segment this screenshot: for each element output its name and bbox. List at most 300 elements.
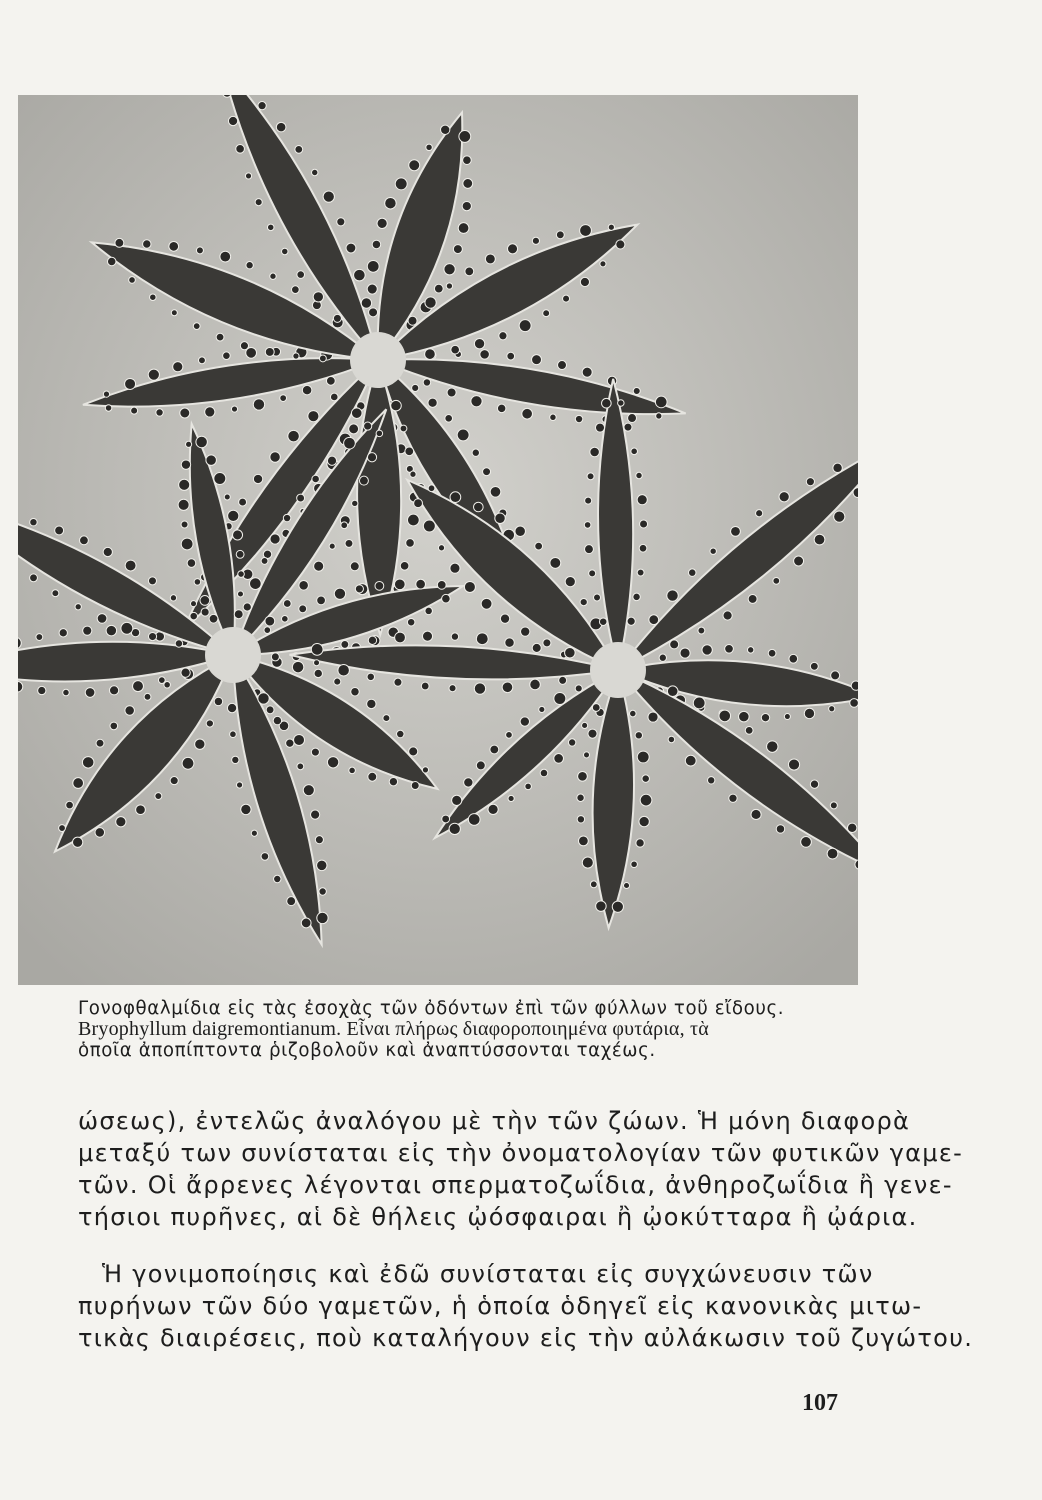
plantlet-shape bbox=[585, 497, 592, 504]
plantlet-shape bbox=[468, 814, 480, 826]
plantlet-shape bbox=[276, 122, 286, 132]
plantlet-shape bbox=[543, 310, 550, 317]
plantlet-shape bbox=[283, 514, 290, 521]
plantlet-shape bbox=[649, 615, 659, 625]
plantlet-shape bbox=[206, 455, 217, 466]
plantlet-shape bbox=[73, 837, 83, 847]
plantlet-shape bbox=[264, 627, 271, 634]
plantlet-shape bbox=[789, 654, 798, 663]
plantlet-shape bbox=[563, 295, 570, 302]
plantlet-shape bbox=[181, 460, 190, 469]
plantlet-shape bbox=[270, 273, 276, 279]
plantlet-shape bbox=[462, 201, 471, 210]
plantlet-shape bbox=[465, 267, 474, 276]
plantlet-shape bbox=[355, 585, 363, 593]
plantlet-shape bbox=[246, 262, 253, 269]
plantlet-shape bbox=[241, 804, 251, 814]
plantlet-shape bbox=[274, 875, 281, 882]
plantlet-shape bbox=[187, 559, 196, 568]
rosette-center bbox=[350, 332, 406, 388]
plantlet-shape bbox=[428, 485, 435, 492]
plantlet-shape bbox=[507, 352, 515, 360]
plantlet-shape bbox=[341, 640, 349, 648]
plantlet-shape bbox=[463, 179, 473, 189]
plantlet-shape bbox=[234, 610, 243, 619]
plantlet-shape bbox=[584, 522, 591, 529]
plantlet-shape bbox=[175, 640, 182, 647]
plantlet-shape bbox=[258, 693, 269, 704]
plantlet-shape bbox=[474, 502, 484, 512]
plantlet-shape bbox=[397, 730, 405, 738]
plantlet-shape bbox=[266, 706, 274, 714]
plantlet-shape bbox=[522, 408, 533, 419]
plantlet-shape bbox=[261, 557, 268, 564]
plantlet-shape bbox=[228, 510, 239, 521]
plantlet-shape bbox=[642, 775, 649, 782]
plantlet-shape bbox=[125, 560, 136, 571]
plantlet-shape bbox=[425, 607, 433, 615]
plantlet-shape bbox=[474, 683, 485, 694]
plantlet-shape bbox=[376, 430, 383, 437]
plantlet-shape bbox=[327, 456, 336, 465]
plantlet-shape bbox=[346, 243, 356, 253]
plantlet-shape bbox=[350, 562, 359, 571]
plantlet-shape bbox=[490, 487, 501, 498]
plantlet-shape bbox=[640, 520, 648, 528]
plantlet-shape bbox=[361, 298, 371, 308]
plantlet-shape bbox=[600, 261, 606, 267]
plantlet-shape bbox=[847, 823, 856, 832]
plantlet-shape bbox=[577, 794, 584, 801]
plantlet-shape bbox=[745, 726, 753, 734]
plantlet-shape bbox=[773, 577, 780, 584]
plantlet-shape bbox=[550, 557, 561, 568]
plantlet-shape bbox=[73, 778, 84, 789]
plantlet-shape bbox=[565, 647, 576, 658]
plantlet-shape bbox=[292, 286, 300, 294]
caption-line: Bryophyllum daigremontianum. Εἶναι πλήρως διαφοροποιημένα φυτάρια, τὰ bbox=[78, 1018, 709, 1040]
plantlet-shape bbox=[110, 686, 119, 695]
plantlet-shape bbox=[179, 479, 190, 490]
plantlet-shape bbox=[508, 795, 514, 801]
plantlet-shape bbox=[689, 569, 696, 576]
plantlet-shape bbox=[314, 561, 324, 571]
plantlet-shape bbox=[133, 681, 144, 692]
plantlet-shape bbox=[633, 593, 640, 600]
plantlet-shape bbox=[303, 785, 314, 796]
plantlet-shape bbox=[453, 245, 462, 254]
plantlet-shape bbox=[288, 430, 300, 442]
plantlet-shape bbox=[131, 407, 138, 414]
plantlet-shape bbox=[637, 751, 649, 763]
plantlet-shape bbox=[338, 664, 350, 676]
plantlet-shape bbox=[481, 598, 492, 609]
plantlet-shape bbox=[594, 594, 601, 601]
figure-caption bbox=[78, 998, 878, 1061]
plantlet-shape bbox=[685, 755, 696, 766]
plantlet-shape bbox=[434, 284, 443, 293]
plantlet-shape bbox=[829, 706, 835, 712]
plantlet-shape bbox=[739, 711, 750, 722]
plantlet-shape bbox=[578, 836, 588, 846]
plantlet-shape bbox=[723, 611, 732, 620]
plantlet-shape bbox=[438, 545, 444, 551]
plantlet-shape bbox=[383, 715, 390, 722]
plantlet-shape bbox=[412, 384, 419, 391]
plantlet-shape bbox=[308, 411, 319, 422]
plantlet-shape bbox=[255, 199, 262, 206]
plantlet-shape bbox=[588, 729, 597, 738]
plantlet-shape bbox=[521, 627, 530, 636]
plantlet-shape bbox=[725, 644, 734, 653]
plantlet-shape bbox=[238, 571, 245, 578]
plantlet-shape bbox=[181, 668, 190, 677]
plantlet-shape bbox=[59, 629, 67, 637]
plantlet-shape bbox=[136, 805, 146, 815]
plantlet-shape bbox=[359, 476, 368, 485]
plantlet-shape bbox=[667, 686, 678, 697]
plantlet-shape bbox=[596, 901, 606, 911]
plantlet-shape bbox=[312, 475, 320, 483]
plantlet-shape bbox=[623, 882, 629, 888]
plantlet-shape bbox=[115, 238, 124, 247]
plantlet-shape bbox=[377, 218, 387, 228]
plantlet-shape bbox=[334, 678, 341, 685]
plantlet-shape bbox=[768, 649, 776, 657]
plantlet-shape bbox=[437, 580, 446, 589]
plantlet-shape bbox=[559, 676, 567, 684]
plantlet-shape bbox=[407, 514, 419, 526]
plantlet-shape bbox=[228, 116, 237, 125]
plantlet-shape bbox=[423, 520, 435, 532]
plantlet-shape bbox=[206, 720, 213, 727]
plantlet-shape bbox=[333, 314, 341, 322]
plantlet-shape bbox=[395, 178, 407, 190]
plantlet-shape bbox=[444, 264, 455, 275]
plantlet-shape bbox=[214, 472, 226, 484]
plantlet-shape bbox=[633, 387, 640, 394]
plantlet-shape bbox=[637, 569, 644, 576]
plantlet-shape bbox=[394, 678, 402, 686]
plantlet-shape bbox=[624, 423, 632, 431]
plantlet-shape bbox=[580, 598, 587, 605]
plantlet-shape bbox=[55, 526, 64, 535]
plantlet-shape bbox=[810, 662, 818, 670]
plantlet-shape bbox=[667, 590, 678, 601]
plantlet-shape bbox=[471, 396, 482, 407]
plantlet-shape bbox=[170, 777, 178, 785]
plantlet-shape bbox=[173, 362, 183, 372]
plantlet-shape bbox=[178, 499, 189, 510]
plantlet-shape bbox=[271, 653, 279, 661]
plantlet-shape bbox=[630, 710, 637, 717]
plantlet-shape bbox=[463, 156, 472, 165]
plantlet-shape bbox=[394, 579, 405, 590]
plantlet-shape bbox=[302, 385, 312, 395]
plantlet-shape bbox=[220, 251, 231, 262]
plantlet-shape bbox=[283, 600, 291, 608]
paragraph-line: Ἡ γονιμοποίησις καὶ ἐδῶ συνίσταται εἰς συγχώνευσιν τῶν bbox=[102, 1260, 874, 1288]
plantlet-shape bbox=[345, 539, 353, 547]
plantlet-shape bbox=[731, 526, 741, 536]
plantlet-shape bbox=[639, 544, 647, 552]
plantlet-shape bbox=[450, 492, 461, 503]
plantlet-shape bbox=[631, 448, 638, 455]
plantlet-shape bbox=[158, 677, 165, 684]
plantlet-shape bbox=[628, 414, 637, 423]
plantlet-shape bbox=[631, 861, 638, 868]
plantlet-shape bbox=[608, 224, 614, 230]
plantlet-shape bbox=[748, 595, 757, 604]
plantlet-shape bbox=[580, 277, 589, 286]
plantlet-shape bbox=[125, 706, 135, 716]
plantlet-shape bbox=[779, 492, 789, 502]
plantlet-shape bbox=[599, 618, 607, 626]
rosette-center bbox=[590, 642, 646, 698]
plantlet-shape bbox=[352, 500, 358, 506]
plantlet-shape bbox=[214, 697, 222, 705]
plantlet-shape bbox=[761, 713, 769, 721]
plantlet-shape bbox=[95, 828, 105, 838]
plantlet-shape bbox=[451, 633, 458, 640]
plantlet-shape bbox=[794, 556, 804, 566]
plantlet-shape bbox=[408, 316, 417, 325]
plantlet-shape bbox=[488, 804, 498, 814]
plantlet-shape bbox=[575, 685, 582, 692]
paragraph-line: τήσιοι πυρῆνες, αἱ δὲ θήλεις ᾠόσφαιραι ἢ ᾠοκύτταρα ἢ ᾠάρια. bbox=[78, 1203, 918, 1231]
plantlet-shape bbox=[788, 759, 799, 770]
plantlet-shape bbox=[280, 395, 287, 402]
plantlet-shape bbox=[592, 704, 600, 712]
plantlet-shape bbox=[337, 218, 345, 226]
plantlet-shape bbox=[520, 717, 529, 726]
plantlet-shape bbox=[323, 191, 334, 202]
plantlet-shape bbox=[639, 816, 649, 826]
plantlet-shape bbox=[181, 521, 188, 528]
plantlet-shape bbox=[587, 473, 594, 480]
plantlet-shape bbox=[410, 471, 416, 477]
plantlet-shape bbox=[616, 240, 625, 249]
plantlet-shape bbox=[250, 578, 262, 590]
plantlet-shape bbox=[442, 594, 451, 603]
plantlet-shape bbox=[301, 918, 311, 928]
plantlet-shape bbox=[236, 782, 242, 788]
plantlet-shape bbox=[236, 550, 244, 558]
plantlet-shape bbox=[317, 860, 327, 870]
plantlet-shape bbox=[458, 223, 469, 234]
plantlet-shape bbox=[670, 640, 679, 649]
plantlet-shape bbox=[422, 631, 432, 641]
plantlet-shape bbox=[258, 102, 266, 110]
plantlet-shape bbox=[495, 513, 505, 523]
plantlet-shape bbox=[233, 530, 243, 540]
plantlet-shape bbox=[267, 224, 273, 230]
plantlet-shape bbox=[476, 633, 488, 645]
plantlet-shape bbox=[421, 682, 429, 690]
plantlet-shape bbox=[407, 618, 415, 626]
plantlet-shape bbox=[389, 777, 397, 785]
plantlet-shape bbox=[121, 622, 133, 634]
plantlet-shape bbox=[506, 732, 513, 739]
plantlet-shape bbox=[474, 339, 484, 349]
plantlet-shape bbox=[223, 352, 231, 360]
plantlet-shape bbox=[395, 632, 406, 643]
plantlet-shape bbox=[282, 616, 289, 623]
plantlet-shape bbox=[156, 409, 163, 416]
plantlet-shape bbox=[710, 548, 716, 554]
plantlet-shape bbox=[66, 801, 74, 809]
plantlet-shape bbox=[497, 404, 505, 412]
plantlet-shape bbox=[801, 837, 812, 848]
plantlet-shape bbox=[635, 732, 642, 739]
plantlet-shape bbox=[52, 590, 59, 597]
plantlet-shape bbox=[578, 771, 588, 781]
plantlet-shape bbox=[198, 357, 205, 364]
plantlet-shape bbox=[556, 231, 564, 239]
plantlet-shape bbox=[500, 614, 509, 623]
plantlet-shape bbox=[194, 579, 201, 586]
plantlet-shape bbox=[618, 400, 624, 406]
plantlet-shape bbox=[349, 767, 356, 774]
plantlet-shape bbox=[582, 722, 588, 728]
plantlet-shape bbox=[575, 415, 582, 422]
plantlet-shape bbox=[59, 825, 66, 832]
plantlet-shape bbox=[270, 452, 280, 462]
plantlet-shape bbox=[103, 547, 112, 556]
plantlet-shape bbox=[582, 367, 592, 377]
plantlet-shape bbox=[425, 349, 436, 360]
plantlet-shape bbox=[554, 692, 566, 704]
plantlet-shape bbox=[312, 169, 318, 175]
plantlet-shape bbox=[776, 825, 784, 833]
plantlet-shape bbox=[116, 817, 126, 827]
plantlet-shape bbox=[680, 648, 690, 658]
plantlet-shape bbox=[97, 614, 107, 624]
plantlet-shape bbox=[540, 769, 548, 777]
plantlet-shape bbox=[426, 144, 432, 150]
plantlet-shape bbox=[317, 596, 326, 605]
plantlet-shape bbox=[243, 603, 251, 611]
plantlet-shape bbox=[232, 756, 239, 763]
plantlet-shape bbox=[655, 396, 667, 408]
plantlet-shape bbox=[143, 240, 151, 248]
plantlet-shape bbox=[224, 494, 230, 500]
plantlet-shape bbox=[636, 472, 642, 478]
paragraph-line: μεταξύ των συνίσταται εἰς τὴν ὀνοματολογίαν τῶν φυτικῶν γαμε- bbox=[78, 1139, 964, 1167]
plantlet-shape bbox=[375, 581, 384, 590]
plantlet-shape bbox=[729, 794, 737, 802]
plantlet-shape bbox=[464, 581, 475, 592]
plantlet-shape bbox=[385, 197, 396, 208]
plantlet-shape bbox=[38, 686, 46, 694]
plantlet-shape bbox=[747, 647, 753, 653]
plantlet-shape bbox=[708, 777, 715, 784]
plantlet-shape bbox=[297, 271, 305, 279]
plantlet-shape bbox=[193, 323, 200, 330]
plantlet-shape bbox=[442, 815, 450, 823]
plantlet-shape bbox=[480, 350, 490, 360]
plantlet-shape bbox=[103, 391, 109, 397]
plantlet-shape bbox=[636, 839, 644, 847]
plantlet-shape bbox=[784, 714, 790, 720]
plantlet-shape bbox=[245, 173, 251, 179]
plantlet-shape bbox=[253, 399, 264, 410]
plantlet-shape bbox=[411, 782, 419, 790]
plantlet-shape bbox=[580, 225, 592, 237]
plantlet-shape bbox=[585, 545, 594, 554]
plantlet-shape bbox=[648, 712, 658, 722]
plantlet-shape bbox=[416, 579, 426, 589]
plantlet-shape bbox=[239, 498, 247, 506]
plantlet-shape bbox=[327, 757, 338, 768]
plantlet-shape bbox=[368, 772, 377, 781]
plantlet-shape bbox=[150, 294, 157, 301]
plantlet-shape bbox=[148, 632, 156, 640]
plantlet-shape bbox=[329, 543, 335, 549]
plantlet-shape bbox=[230, 731, 237, 738]
plantlet-shape bbox=[827, 848, 838, 859]
plantlet-shape bbox=[107, 257, 115, 265]
plantlet-shape bbox=[367, 284, 377, 294]
plantlet-shape bbox=[200, 596, 210, 606]
plantlet-shape bbox=[414, 499, 423, 508]
plantlet-shape bbox=[129, 277, 136, 284]
caption-line: Γονοφθαλμίδια εἰς τὰς ἐσοχὰς τῶν ὀδόντων ἐπὶ τῶν φύλλων τοῦ εἴδους. bbox=[78, 998, 785, 1019]
plantlet-shape bbox=[319, 888, 326, 895]
plantlet-shape bbox=[297, 494, 305, 502]
plantlet-shape bbox=[295, 145, 303, 153]
plantlet-shape bbox=[144, 693, 151, 700]
plantlet-shape bbox=[311, 810, 320, 819]
plantlet-shape bbox=[367, 673, 374, 680]
plantlet-shape bbox=[372, 240, 380, 248]
plantlet-shape bbox=[668, 736, 675, 743]
plantlet-shape bbox=[237, 591, 243, 597]
plantlet-shape bbox=[30, 574, 38, 582]
plantlet-shape bbox=[326, 376, 335, 385]
plantlet-shape bbox=[472, 449, 479, 456]
plantlet-shape bbox=[702, 645, 712, 655]
plantlet-shape bbox=[627, 617, 635, 625]
plantlet-shape bbox=[532, 355, 542, 365]
plantlet-shape bbox=[485, 254, 495, 264]
paragraph-gap bbox=[78, 1233, 878, 1258]
plantlet-shape bbox=[693, 697, 705, 709]
plantlet-shape bbox=[539, 706, 545, 712]
plantlet-shape bbox=[36, 634, 43, 641]
plantlet-shape bbox=[314, 669, 322, 677]
plantlet-shape bbox=[253, 474, 262, 483]
plantlet-shape bbox=[756, 510, 763, 517]
plantlet-shape bbox=[297, 763, 304, 770]
plantlet-shape bbox=[148, 577, 156, 585]
plantlet-shape bbox=[830, 802, 837, 809]
plantlet-shape bbox=[577, 816, 584, 823]
plantlet-shape bbox=[590, 881, 597, 888]
plantlet-shape bbox=[314, 660, 320, 666]
plantlet-shape bbox=[261, 853, 269, 861]
plantlet-shape bbox=[452, 795, 462, 805]
plantlet-shape bbox=[190, 612, 197, 619]
plantlet-shape bbox=[319, 355, 326, 362]
plantlet-shape bbox=[589, 570, 596, 577]
plantlet-shape bbox=[595, 423, 604, 432]
plantlet-shape bbox=[612, 901, 623, 912]
plantlet-shape bbox=[85, 688, 95, 698]
plantlet-shape bbox=[96, 739, 104, 747]
plantlet-shape bbox=[400, 562, 409, 571]
plantlet-shape bbox=[82, 757, 94, 769]
